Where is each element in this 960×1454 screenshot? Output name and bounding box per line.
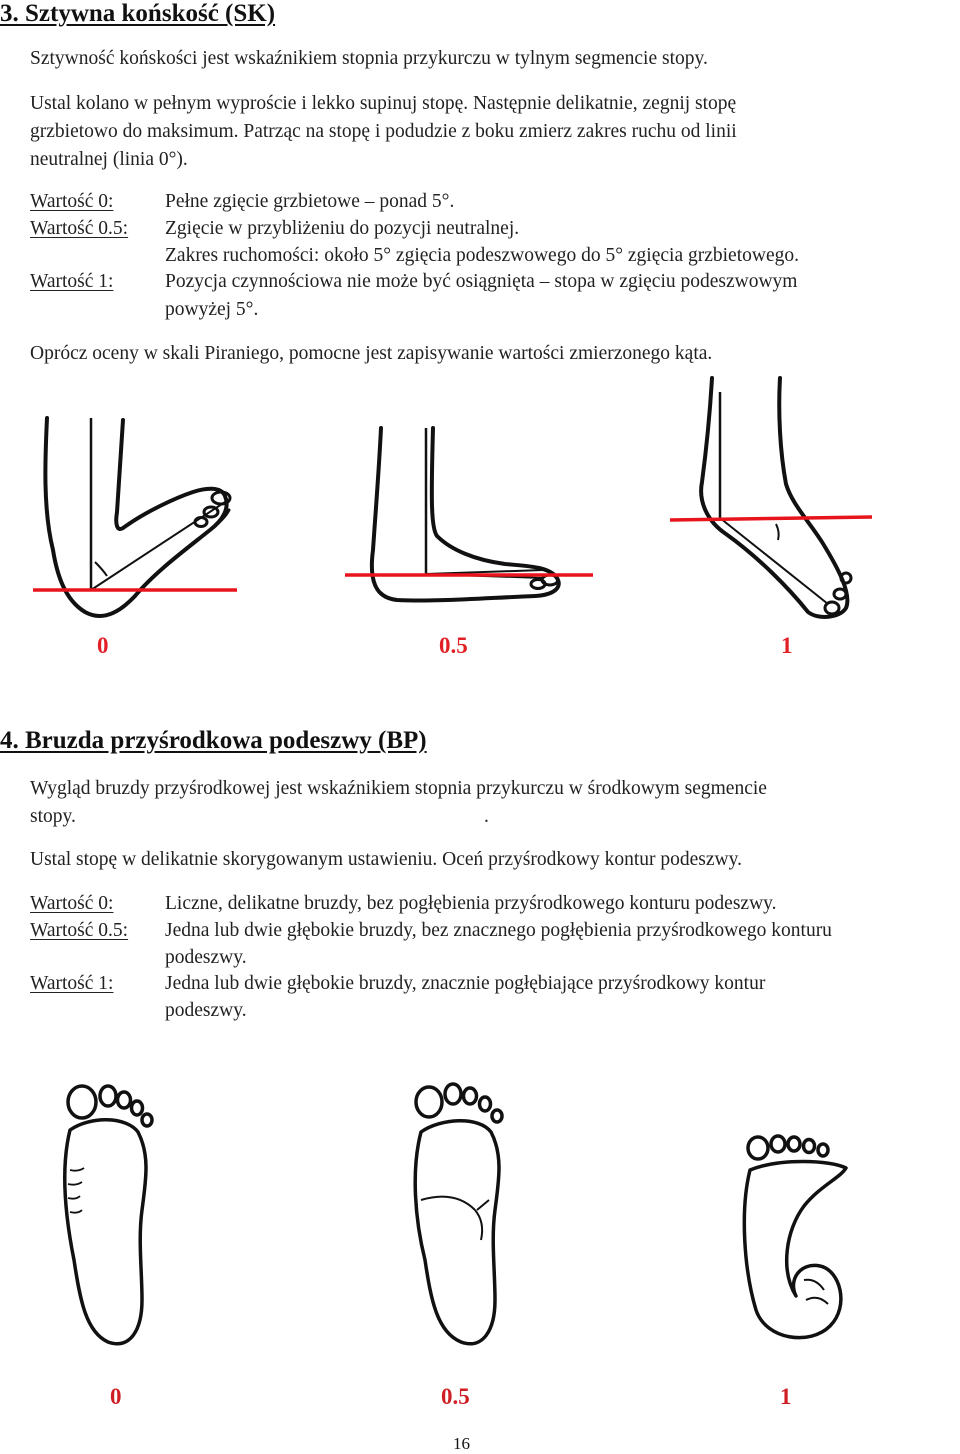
section-3-instruction-line-1: Ustal kolano w pełnym wyproście i lekko supinuj stopę. Następnie delikatnie, zegnij stopę [30,93,737,114]
bp-score-text-0-5: Jedna lub dwie głębokie bruzdy, bez znacznego pogłębienia przyśrodkowego konturu [165,920,832,941]
score-key-0-5: Wartość 0.5: [30,218,129,239]
sk-figure-label-1: 1 [781,633,793,658]
sole-moderate-crease-figure [385,1060,535,1360]
section-3-title: 3. Sztywna końskość (SK) [0,0,276,27]
sole-normal-figure [30,1060,180,1360]
score-text-0-5: Zgięcie w przybliżeniu do pozycji neutralnej. [165,218,520,239]
bp-figure-label-1: 1 [780,1384,792,1409]
section-3-intro: Sztywność końskości jest wskaźnikiem stopnia przykurczu w tylnym segmencie stopy. [30,48,708,69]
score-text-0-5-range: Zakres ruchomości: około 5° zgięcia podeszwowego do 5° zgięcia grzbietowego. [165,245,799,266]
section-4-title: 4. Bruzda przyśrodkowa podeszwy (BP) [0,727,427,754]
foot-lateral-plantarflexed-figure [668,372,878,622]
bp-score-key-1: Wartość 1: [30,973,114,994]
section-4-stray-dot: . [484,806,489,827]
bp-score-key-0: Wartość 0: [30,893,114,914]
bp-score-key-0-5: Wartość 0.5: [30,920,129,941]
section-3-instruction-line-2: grzbietowo do maksimum. Patrząc na stopę i podudzie z boku zmierz zakres ruchu od linii [30,121,737,142]
bp-figure-label-0-5: 0.5 [441,1384,470,1409]
bp-score-text-1-cont: podeszwy. [165,1000,247,1021]
bp-score-text-0: Liczne, delikatne bruzdy, bez pogłębienia przyśrodkowego konturu podeszwy. [165,893,777,914]
score-text-1: Pozycja czynnościowa nie może być osiągnięta – stopa w zgięciu podeszwowym [165,271,798,292]
sole-severe-crease-figure [720,1130,880,1350]
section-4-instruction: Ustal stopę w delikatnie skorygowanym ustawieniu. Oceń przyśrodkowy kontur podeszwy. [30,849,742,870]
section-3-instruction-line-3: neutralnej (linia 0°). [30,149,188,170]
foot-lateral-dorsiflexed-figure [25,400,255,630]
score-key-0: Wartość 0: [30,191,114,212]
score-text-0: Pełne zgięcie grzbietowe – ponad 5°. [165,191,455,212]
foot-lateral-neutral-figure [345,420,595,610]
bp-score-text-0-5-cont: podeszwy. [165,947,247,968]
page-number: 16 [453,1434,470,1453]
section-4-intro-line-2: stopy. [30,806,76,827]
sk-figure-label-0: 0 [97,633,109,658]
section-4-intro-line-1: Wygląd bruzdy przyśrodkowej jest wskaźnikiem stopnia przykurczu w środkowym segmencie [30,778,767,799]
bp-score-text-1: Jedna lub dwie głębokie bruzdy, znacznie pogłębiające przyśrodkowy kontur [165,973,766,994]
score-text-1-cont: powyżej 5°. [165,299,259,320]
bp-figure-label-0: 0 [110,1384,122,1409]
section-3-note: Oprócz oceny w skali Piraniego, pomocne jest zapisywanie wartości zmierzonego kąta. [30,343,713,364]
sk-figure-label-0-5: 0.5 [439,633,468,658]
score-key-1: Wartość 1: [30,271,114,292]
